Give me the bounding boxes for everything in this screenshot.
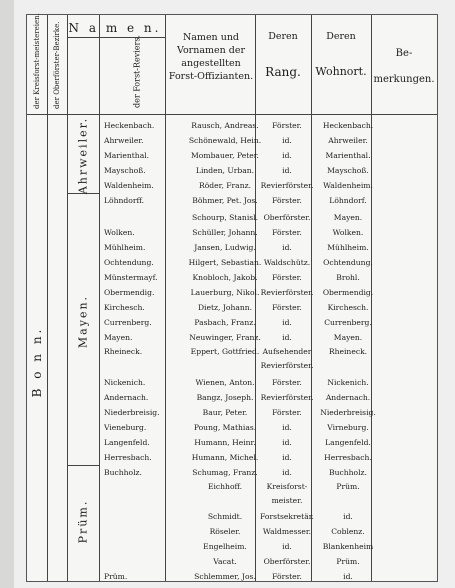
rank-cell: id.: [282, 542, 292, 551]
residence-cell: Wolken.: [332, 228, 364, 237]
rank-cell: id.: [282, 423, 292, 432]
forest-district-cell: Buchholz.: [104, 468, 142, 477]
table-row: [27, 480, 437, 495]
residence-cell: Rheineck.: [328, 347, 368, 356]
forest-district-cell: Nickenich.: [104, 378, 146, 387]
group-label-ahrweiler: Ahrweiler.: [76, 116, 90, 195]
header-bemerkungen: Be-merkungen.: [373, 48, 435, 85]
forest-district-cell: Wolken.: [104, 228, 135, 237]
officer-name-cell: Baur, Peter.: [202, 408, 248, 417]
residence-cell: Andernach.: [325, 393, 371, 402]
table-row: [27, 376, 437, 391]
table-row: [27, 226, 437, 241]
table-row: [27, 256, 437, 271]
officer-name-cell: Pasbach, Franz.: [194, 318, 256, 327]
group-label-mayen: Mayen.: [76, 294, 90, 349]
officer-name-cell: Röseler.: [209, 527, 241, 536]
officer-name-cell: Schumag, Franz.: [192, 468, 258, 477]
residence-cell: Mühlheim.: [327, 243, 369, 252]
officer-name-cell: Schüller, Johann.: [192, 228, 258, 237]
table-row: [27, 149, 437, 164]
header-wohnort-title: Deren: [326, 31, 356, 42]
table-row: [27, 359, 437, 374]
table-row: [27, 570, 437, 585]
officer-name-cell: Böhmer, Pet. Jos.: [192, 196, 258, 205]
forest-district-cell: Obermendig.: [104, 288, 155, 297]
forest-district-cell: Löhndorff.: [104, 196, 144, 205]
rank-cell: Waldschütz.: [263, 258, 311, 267]
rank-cell: Revierförster.: [260, 288, 314, 297]
rank-cell: Förster.: [272, 228, 302, 237]
forest-district-cell: Ahrweiler.: [104, 136, 144, 145]
rank-cell: Förster.: [272, 121, 302, 130]
officer-name-cell: Schönewald, Hein.: [188, 136, 262, 145]
rank-cell: id.: [282, 333, 292, 342]
officer-name-cell: Vacat.: [213, 557, 237, 566]
forest-district-cell: Mayschoß.: [104, 166, 146, 175]
residence-cell: Ahrweiler.: [328, 136, 368, 145]
rank-cell: Oberförster.: [263, 557, 311, 566]
residence-cell: Nickenich.: [327, 378, 369, 387]
table-row: [27, 164, 437, 179]
rank-cell: id.: [282, 318, 292, 327]
residence-cell: Mayen.: [333, 333, 363, 342]
forest-district-cell: Herresbach.: [104, 453, 152, 462]
header-wohnort: Wohnort.: [315, 65, 367, 78]
officer-name-cell: Knobloch, Jakob.: [192, 273, 258, 282]
forest-district-cell: Niederbreisig.: [104, 408, 160, 417]
residence-cell: Herresbach.: [324, 453, 372, 462]
officer-name-cell: Bangz, Joseph.: [196, 393, 254, 402]
rank-cell: id.: [282, 243, 292, 252]
officer-name-cell: Hilgert, Sebastian.: [188, 258, 262, 267]
table-frame: [26, 14, 438, 582]
table-row: [27, 540, 437, 555]
namen-underline: [67, 37, 165, 38]
table-row: [27, 271, 437, 286]
rank-cell: id.: [282, 453, 292, 462]
officer-name-cell: Rausch, Andreas.: [191, 121, 259, 130]
header-reviere: der Forst-Reviers.: [132, 34, 142, 109]
table-row: [27, 406, 437, 421]
officer-name-cell: Neuwinger, Franz.: [189, 333, 261, 342]
table-row: [27, 331, 437, 346]
table-row: [27, 119, 437, 134]
table-row: [27, 436, 437, 451]
rank-cell: Revierförster.: [260, 181, 314, 190]
officer-name-cell: Lauerburg, Nikol.: [190, 288, 260, 297]
rank-cell: Förster.: [272, 572, 302, 581]
residence-cell: Prüm.: [336, 482, 360, 491]
forest-district-cell: Currenberg.: [104, 318, 152, 327]
forest-district-cell: Kirchesch.: [104, 303, 145, 312]
residence-cell: Heckenbach.: [322, 121, 374, 130]
rank-cell: Förster.: [272, 378, 302, 387]
forest-district-cell: Ochtendung.: [104, 258, 154, 267]
officer-name-cell: Humann, Heinr.: [194, 438, 256, 447]
forest-district-cell: Waldenheim.: [104, 181, 154, 190]
officer-name-cell: Wienen, Anton.: [195, 378, 255, 387]
residence-cell: Marienthal.: [325, 151, 371, 160]
officer-name-cell: Schlemmer, Jos.: [194, 572, 256, 581]
table-row: [27, 555, 437, 570]
header-oberforst: der Oberförster-Bezirke.: [53, 21, 61, 109]
residence-cell: Blankenheim: [322, 542, 374, 551]
forest-district-cell: Heckenbach.: [104, 121, 155, 130]
table-row: [27, 286, 437, 301]
rank-cell: id.: [282, 468, 292, 477]
header-vornamen: Namen und Vornamen der angestellten Forst-Offizianten.: [168, 32, 254, 82]
table-row: [27, 345, 437, 360]
residence-cell: Brohl.: [336, 273, 360, 282]
table-row: [27, 391, 437, 406]
residence-cell: id.: [343, 512, 353, 521]
forest-district-cell: Münstermayf.: [104, 273, 158, 282]
residence-cell: Mayen.: [333, 213, 363, 222]
table-row: [27, 241, 437, 256]
group-label-bonn: B o n n.: [30, 326, 44, 398]
header-namen: N a m e n.: [68, 21, 162, 35]
table-row: [27, 194, 437, 209]
group-label-pruem: Prüm.: [76, 499, 90, 544]
book-spine-shadow: [0, 0, 14, 588]
rank-cell: Kreisforst-: [266, 482, 308, 491]
residence-cell: Langenfeld.: [325, 438, 371, 447]
officer-name-cell: Engelheim.: [203, 542, 247, 551]
officer-name-cell: Poung, Mathias.: [193, 423, 257, 432]
residence-cell: id.: [343, 572, 353, 581]
officer-name-cell: Jansen, Ludwig.: [194, 243, 256, 252]
rank-cell: Forstsekretär.: [260, 512, 314, 521]
rank-cell: Aufsehender: [262, 347, 312, 356]
officer-name-cell: Eppert, Gottfried.: [190, 347, 260, 356]
officer-name-cell: Schourp, Stanisl.: [192, 213, 258, 222]
rank-cell: Förster.: [272, 273, 302, 282]
residence-cell: Kirchesch.: [327, 303, 369, 312]
forest-district-cell: Prüm.: [104, 572, 128, 581]
table-row: [27, 451, 437, 466]
forest-district-cell: Langenfeld.: [104, 438, 150, 447]
rank-cell: Revierförster.: [260, 393, 314, 402]
residence-cell: Virneburg.: [327, 423, 369, 432]
header-rang: Rang.: [265, 65, 301, 79]
residence-cell: Niederbreisig.: [320, 408, 376, 417]
rank-cell: Förster.: [272, 196, 302, 205]
residence-cell: Coblenz.: [331, 527, 365, 536]
officer-name-cell: Schmidt.: [207, 512, 243, 521]
officer-name-cell: Eichhoff.: [207, 482, 243, 491]
rank-cell: id.: [282, 438, 292, 447]
table-row: [27, 525, 437, 540]
table-row: [27, 179, 437, 194]
residence-cell: Ochtendung.: [323, 258, 373, 267]
rank-cell: Förster.: [272, 408, 302, 417]
residence-cell: Prüm.: [336, 557, 360, 566]
rank-cell: id.: [282, 166, 292, 175]
rank-cell: Revierförster.: [260, 361, 314, 370]
table-row: [27, 316, 437, 331]
forest-district-cell: Mayen.: [104, 333, 133, 342]
rank-cell: Oberförster.: [263, 213, 311, 222]
table-row: [27, 510, 437, 525]
table-row: [27, 134, 437, 149]
rank-cell: id.: [282, 136, 292, 145]
officer-name-cell: Mombauer, Peter.: [191, 151, 259, 160]
officer-name-cell: Linden, Urban.: [195, 166, 255, 175]
residence-cell: Buchholz.: [329, 468, 367, 477]
residence-cell: Waldenheim.: [323, 181, 373, 190]
residence-cell: Mayschoß.: [327, 166, 369, 175]
forest-district-cell: Rheineck.: [104, 347, 143, 356]
residence-cell: Currenberg.: [324, 318, 372, 327]
forest-district-cell: Andernach.: [104, 393, 149, 402]
rank-cell: id.: [282, 151, 292, 160]
officer-name-cell: Humann, Michel.: [191, 453, 259, 462]
forest-district-cell: Marienthal.: [104, 151, 150, 160]
table-row: [27, 466, 437, 481]
officer-name-cell: Röder, Franz.: [199, 181, 251, 190]
forest-district-cell: Mühlheim.: [104, 243, 146, 252]
header-rang-title: Deren: [268, 31, 298, 42]
rank-cell: meister.: [271, 496, 303, 505]
table-row: [27, 301, 437, 316]
officer-name-cell: Dietz, Johann.: [197, 303, 253, 312]
table-row: [27, 211, 437, 226]
residence-cell: Löhndorf.: [329, 196, 367, 205]
forest-district-cell: Vieneburg.: [104, 423, 147, 432]
rank-cell: Waldmesser.: [262, 527, 312, 536]
rank-cell: Förster.: [272, 303, 302, 312]
table-row: [27, 494, 437, 509]
residence-cell: Obermendig.: [322, 288, 374, 297]
table-row: [27, 421, 437, 436]
header-kreisforst: der Kreisforst-meistereien.: [33, 13, 41, 109]
